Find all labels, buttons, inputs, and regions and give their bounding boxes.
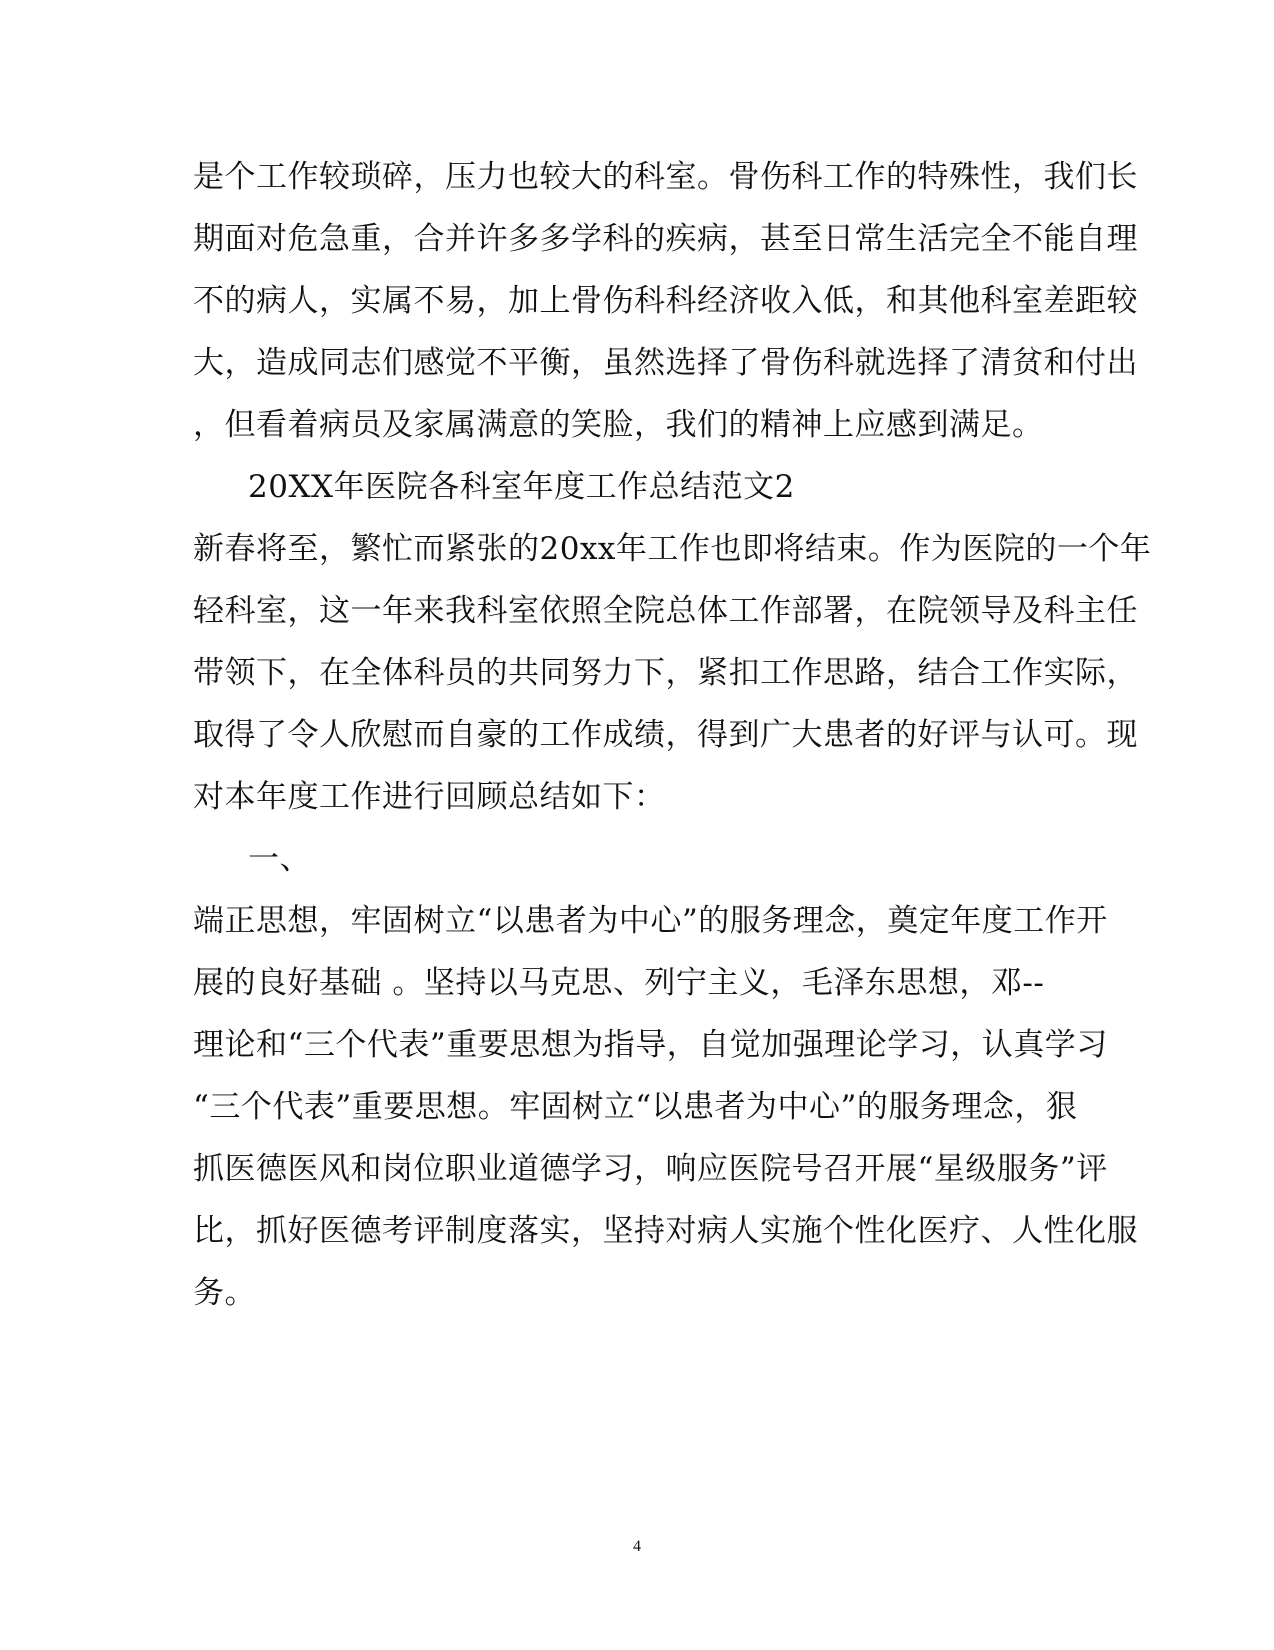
text-line: 抓医德医风和岗位职业道德学习，响应医院号召开展“星级服务”评 (193, 1151, 1108, 1187)
text-line: 端正思想，牢固树立“以患者为中心”的服务理念，奠定年度工作开 (193, 903, 1108, 939)
text-line: 轻科室，这一年来我科室依照全院总体工作部署，在院领导及科主任 (193, 593, 1138, 629)
text-line: 期面对危急重，合并许多多学科的疾病，甚至日常生活完全不能自理 (193, 221, 1138, 257)
item-number: 一、 (248, 841, 311, 877)
text-line: 不的病人，实属不易，加上骨伤科科经济收入低，和其他科室差距较 (193, 283, 1138, 319)
text-line: “三个代表”重要思想。牢固树立“以患者为中心”的服务理念，狠 (193, 1089, 1078, 1125)
text-line: 新春将至，繁忙而紧张的20xx年工作也即将结束。作为医院的一个年 (193, 531, 1152, 567)
text-line: 务。 (193, 1275, 256, 1311)
text-line: 大，造成同志们感觉不平衡，虽然选择了骨伤科就选择了清贫和付出 (193, 345, 1138, 381)
text-line: 展的良好基础 。坚持以马克思、列宁主义，毛泽东思想，邓-- (193, 965, 1045, 1001)
text-line: 是个工作较琐碎，压力也较大的科室。骨伤科工作的特殊性，我们长 (193, 159, 1138, 195)
text-line: 取得了令人欣慰而自豪的工作成绩，得到广大患者的好评与认可。现 (193, 717, 1138, 753)
section-title: 20XX年医院各科室年度工作总结范文2 (248, 469, 795, 505)
text-line: 理论和“三个代表”重要思想为指导，自觉加强理论学习，认真学习 (193, 1027, 1108, 1063)
page-number: 4 (633, 1538, 641, 1555)
text-line: 带领下，在全体科员的共同努力下，紧扣工作思路，结合工作实际， (193, 655, 1138, 691)
text-line: 对本年度工作进行回顾总结如下： (193, 779, 666, 815)
text-line: 比，抓好医德考评制度落实，坚持对病人实施个性化医疗、人性化服 (193, 1213, 1138, 1249)
text-line: ，但看着病员及家属满意的笑脸，我们的精神上应感到满足。 (193, 407, 1044, 443)
